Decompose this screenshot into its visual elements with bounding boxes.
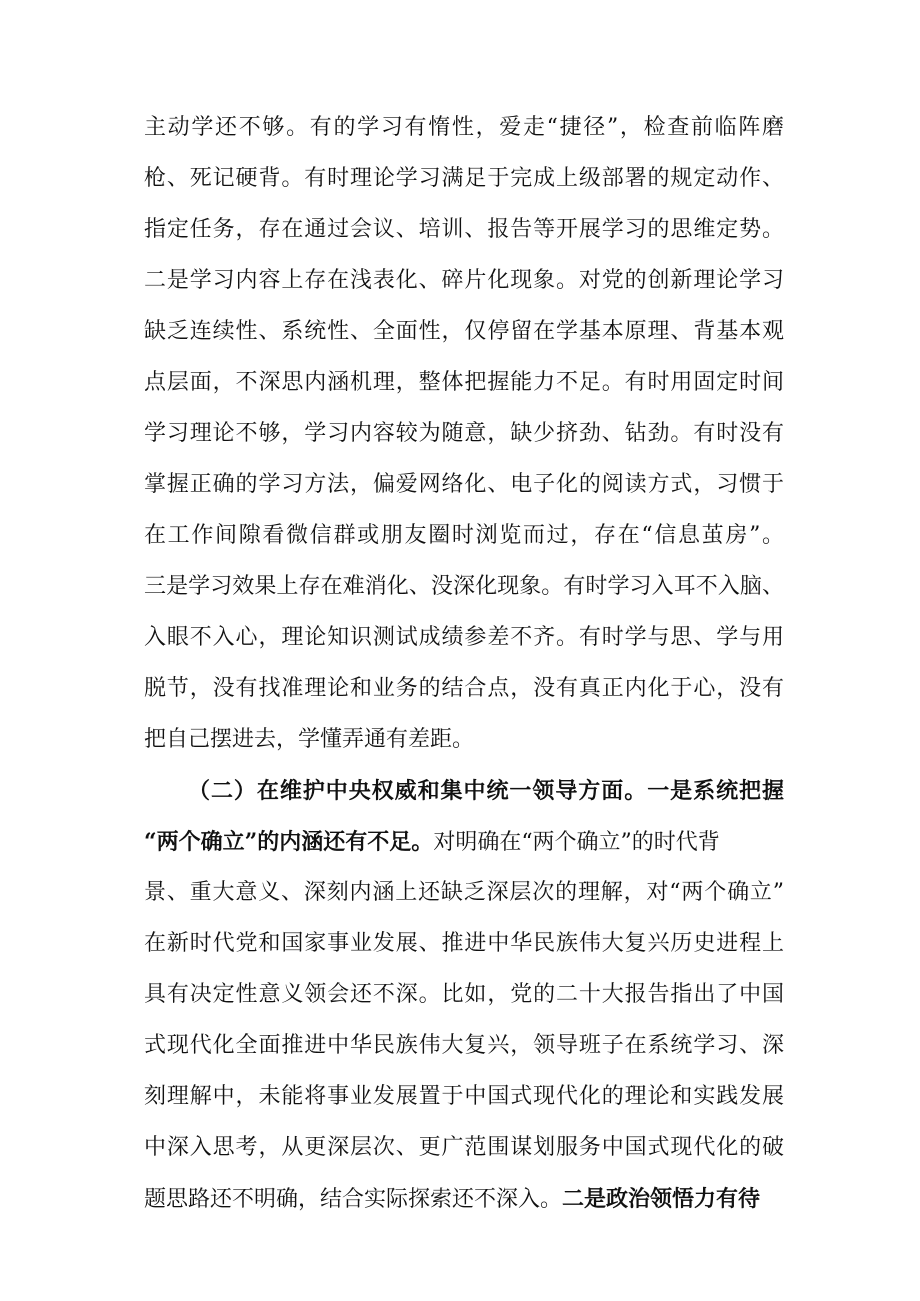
text-line-3: 指定任务，存在通过会议、培训、报告等开展学习的思维定势。 xyxy=(144,217,784,242)
text-line-2: 枪、死记硬背。有时理论学习满足于完成上级部署的规定动作、 xyxy=(144,166,784,191)
section-heading-line: （二）在维护中央权威和集中统一领导方面。一是系统把握 xyxy=(188,778,784,804)
text-line-20: 刻理解中，未能将事业发展置于中国式现代化的理论和实践发展 xyxy=(144,1084,784,1109)
text-line-18: 具有决定性意义领会还不深。比如，党的二十大报告指出了中国 xyxy=(144,982,784,1007)
text-line-17: 在新时代党和国家事业发展、推进中华民族伟大复兴历史进程上 xyxy=(144,931,784,956)
text-line-21: 中深入思考，从更深层次、更广范围谋划服务中国式现代化的破 xyxy=(144,1135,784,1160)
text-line-15 xyxy=(144,825,784,859)
text-line-8: 掌握正确的学习方法，偏爱网络化、电子化的阅读方式，习惯于 xyxy=(144,472,784,497)
text-line-15-rest: 对明确在“两个确立”的时代背 xyxy=(433,830,720,855)
text-line-12: 脱节，没有找准理论和业务的结合点，没有真正内化于心，没有 xyxy=(144,676,784,701)
text-line-13: 把自己摆进去，学懂弄通有差距。 xyxy=(144,727,475,752)
text-line-16: 景、重大意义、深刻内涵上还缺乏深层次的理解，对“两个确立” xyxy=(144,880,784,905)
text-line-22-start: 题思路还不明确，结合实际探索还不深入。 xyxy=(144,1187,563,1212)
text-line-4: 二是学习内容上存在浅表化、碎片化现象。对党的创新理论学习 xyxy=(144,268,784,293)
bold-phrase-end: 二是政治领悟力有待 xyxy=(562,1186,761,1212)
text-line-6: 点层面，不深思内涵机理，整体把握能力不足。有时用固定时间 xyxy=(144,370,784,395)
text-line-22 xyxy=(144,1182,784,1216)
text-line-10: 三是学习效果上存在难消化、没深化现象。有时学习入耳不入脑、 xyxy=(144,574,784,599)
text-line-7: 学习理论不够，学习内容较为随意，缺少挤劲、钻劲。有时没有 xyxy=(144,421,784,446)
text-line-11: 入眼不入心，理论知识测试成绩参差不齐。有时学与思、学与用 xyxy=(144,625,784,650)
text-line-19: 式现代化全面推进中华民族伟大复兴，领导班子在系统学习、深 xyxy=(144,1033,784,1058)
text-line-5: 缺乏连续性、系统性、全面性，仅停留在学基本原理、背基本观 xyxy=(144,319,784,344)
text-line-1: 主动学还不够。有的学习有惰性，爱走“捷径”，检查前临阵磨 xyxy=(144,115,784,140)
text-line-9: 在工作间隙看微信群或朋友圈时浏览而过，存在“信息茧房”。 xyxy=(144,523,784,548)
bold-phrase: “两个确立”的内涵还有不足。 xyxy=(144,829,434,855)
